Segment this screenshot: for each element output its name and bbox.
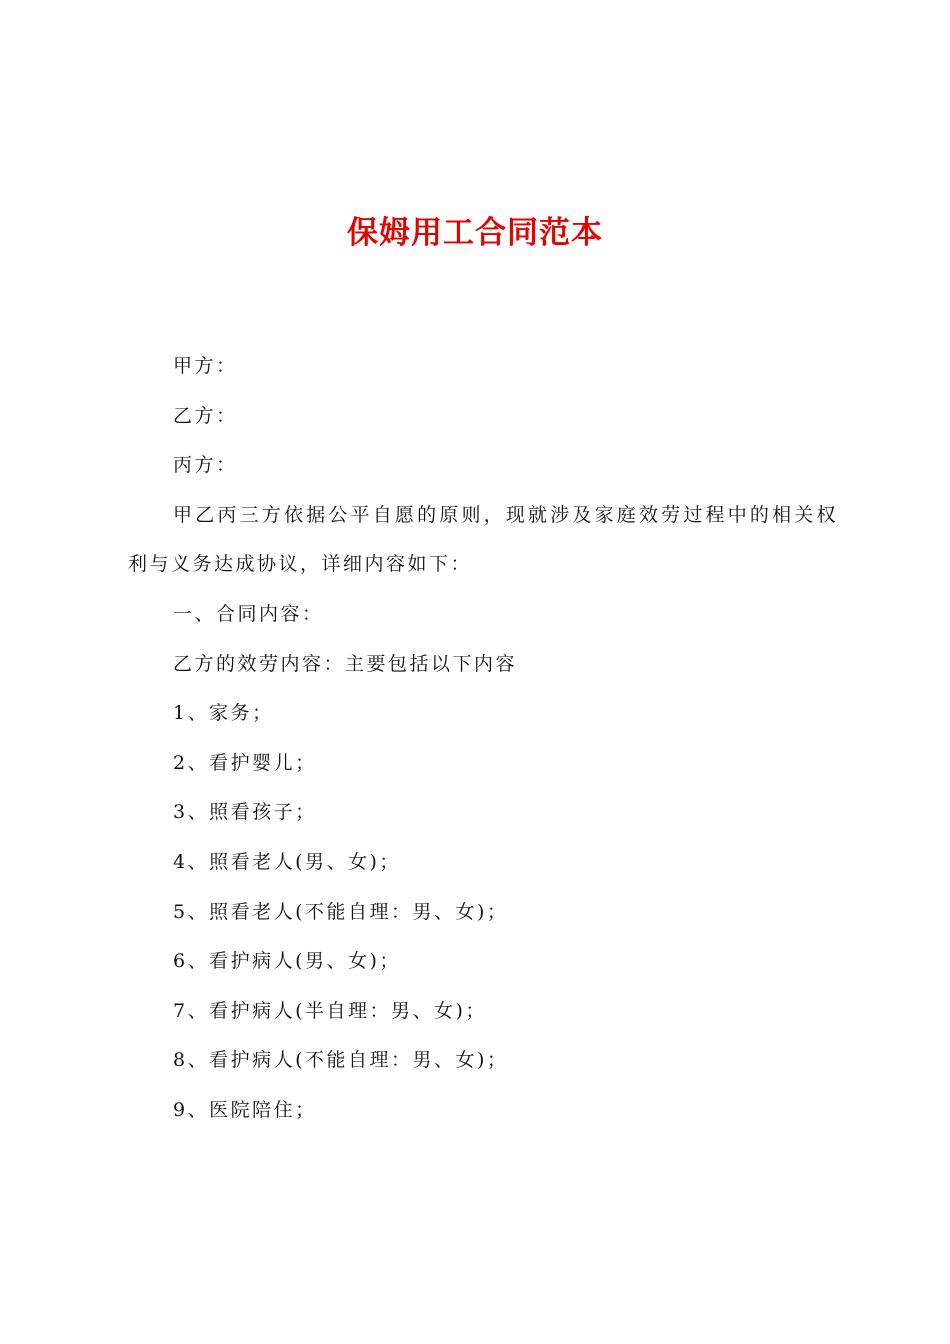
party-a-line: 甲方： — [173, 355, 238, 377]
service-content-intro: 乙方的效劳内容：主要包括以下内容 — [173, 652, 518, 675]
service-list-item: 4、照看老人(男、女)； — [173, 850, 401, 873]
service-list-item: 8、看护病人(不能自理：男、女)； — [173, 1049, 509, 1072]
party-b-line: 乙方： — [173, 404, 238, 427]
party-c-line: 丙方： — [173, 454, 238, 477]
service-list-item: 2、看护婴儿； — [173, 751, 317, 774]
service-list-item: 9、医院陪住； — [173, 1098, 317, 1121]
service-list-item: 3、照看孩子； — [173, 801, 317, 824]
service-list-item: 5、照看老人(不能自理：男、女)； — [173, 900, 509, 923]
section-heading-contract-content: 一、合同内容： — [173, 602, 324, 625]
intro-paragraph: 甲乙丙三方依据公平自愿的原则，现就涉及家庭效劳过程中的相关权利与义务达成协议，详细内容如下： — [128, 503, 838, 576]
service-list-item: 7、看护病人(半自理：男、女)； — [173, 999, 487, 1022]
service-list-item: 1、家务； — [173, 702, 274, 725]
document-body — [128, 342, 838, 1136]
document-title: 保姆用工合同范本 — [347, 215, 603, 251]
service-list-item: 6、看护病人(男、女)； — [173, 950, 401, 973]
